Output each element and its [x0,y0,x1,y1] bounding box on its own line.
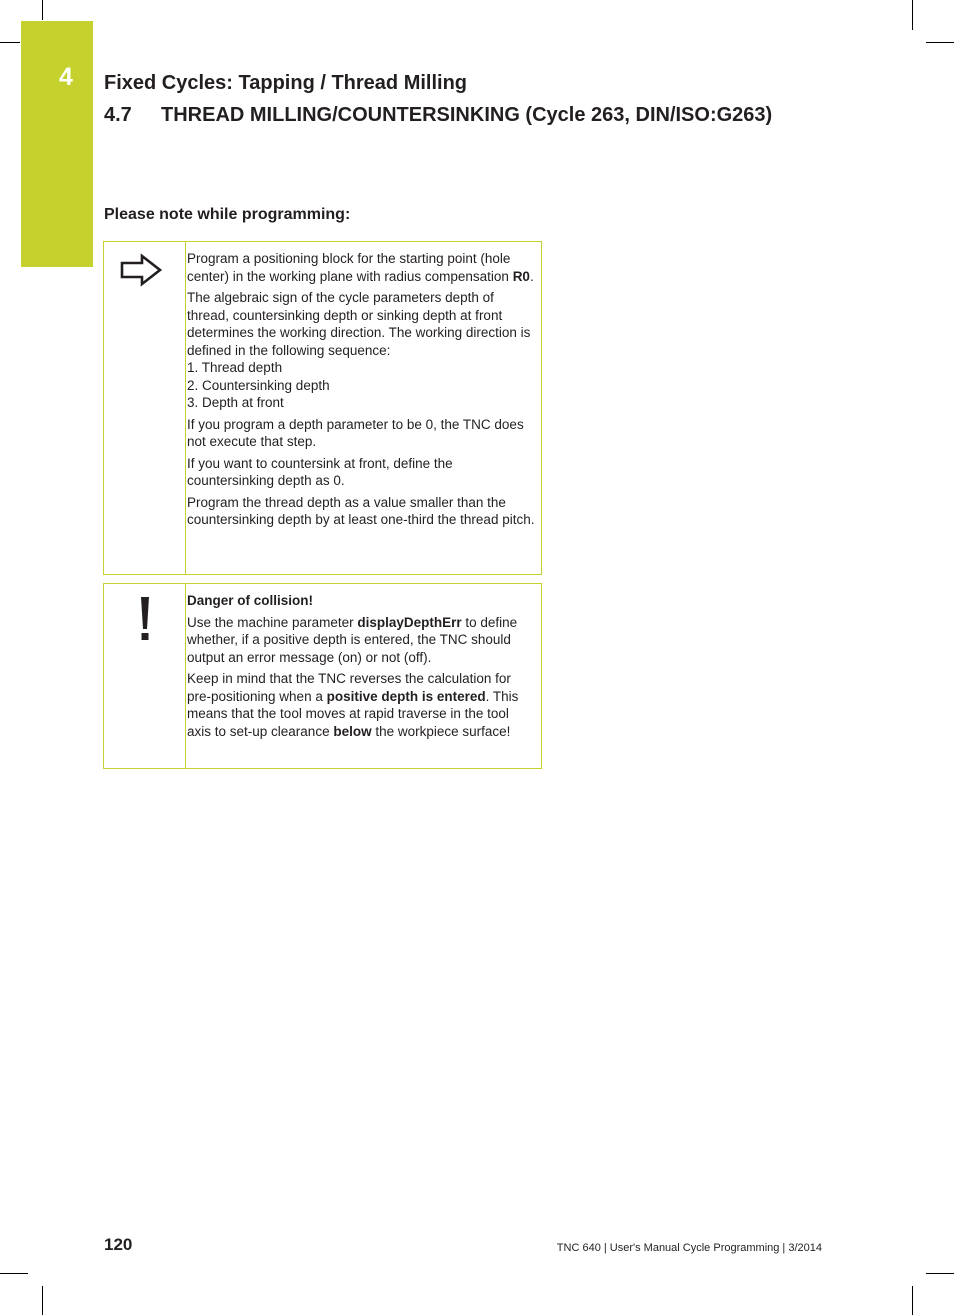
crop-mark [42,0,43,20]
note-paragraph: If you want to countersink at front, define the countersinking depth as 0. [187,455,453,488]
list-item: 2. Countersinking depth [187,377,330,393]
crop-mark [0,42,20,43]
note-heading: Please note while programming: [104,206,351,223]
warning-text: the workpiece surface! [371,723,511,739]
list-item: 3. Depth at front [187,395,284,410]
note-code: R0 [512,268,530,284]
section-number: 4.7 [104,104,132,126]
note-content [187,250,535,533]
note-paragraph: Program the thread depth as a value smaller than the countersinking depth by at least one-third the thread pitch. [187,494,535,527]
box-divider [185,242,186,574]
box-divider [185,584,186,768]
chapter-tab [21,21,93,267]
warning-content [187,592,535,744]
list-item: 1. Thread depth [187,360,283,375]
warning-text: Keep in mind that the TNC reverses the calculation for pre-positioning when a [187,671,511,704]
warning-paragraph [187,670,535,740]
warning-emphasis: positive depth is entered [326,688,486,704]
section-title [104,104,772,127]
note-text: The algebraic sign of the cycle parameters depth of thread, countersinking depth or sinking depth at front determines the working direction. The working direction is defined in the following sequence: [187,290,531,358]
crop-mark [926,42,954,43]
chapter-title: Fixed Cycles: Tapping / Thread Milling [104,72,468,94]
arrow-right-icon [120,253,164,287]
crop-mark [912,0,913,30]
note-paragraph [187,250,535,285]
warning-param: displayDepthErr [357,614,462,630]
warning-paragraph [187,614,535,667]
crop-mark [912,1286,913,1315]
warning-text: . This means that the tool moves at rapid traverse in the tool axis to set-up clearance [187,688,519,739]
warning-box [103,583,542,769]
section-title-text: THREAD MILLING/COUNTERSINKING (Cycle 263, DIN/ISO:G263) [161,104,773,126]
page-number: 120 [104,1235,133,1254]
exclamation-icon [138,595,152,645]
crop-mark [0,1273,28,1274]
warning-emphasis: below [333,723,372,739]
warning-title-text: Danger of collision! [187,593,314,608]
note-paragraph: If you program a depth parameter to be 0, the TNC does not execute that step. [187,416,524,449]
footer-text: TNC 640 | User's Manual Cycle Programming | 3/2014 [556,1242,822,1254]
note-paragraph [187,289,535,412]
crop-mark [42,1286,43,1315]
note-text: . [529,268,534,284]
note-text: Program a positioning block for the starting point (hole center) in the working plane with radius compensation [187,251,513,284]
warning-title [187,592,535,610]
warning-text: to define whether, if a positive depth is entered, the TNC should output an error message (on) or not (off). [187,614,518,665]
note-box [103,241,542,575]
warning-text: Use the machine parameter [187,614,358,630]
crop-mark [926,1273,954,1274]
chapter-number: 4 [59,63,73,91]
